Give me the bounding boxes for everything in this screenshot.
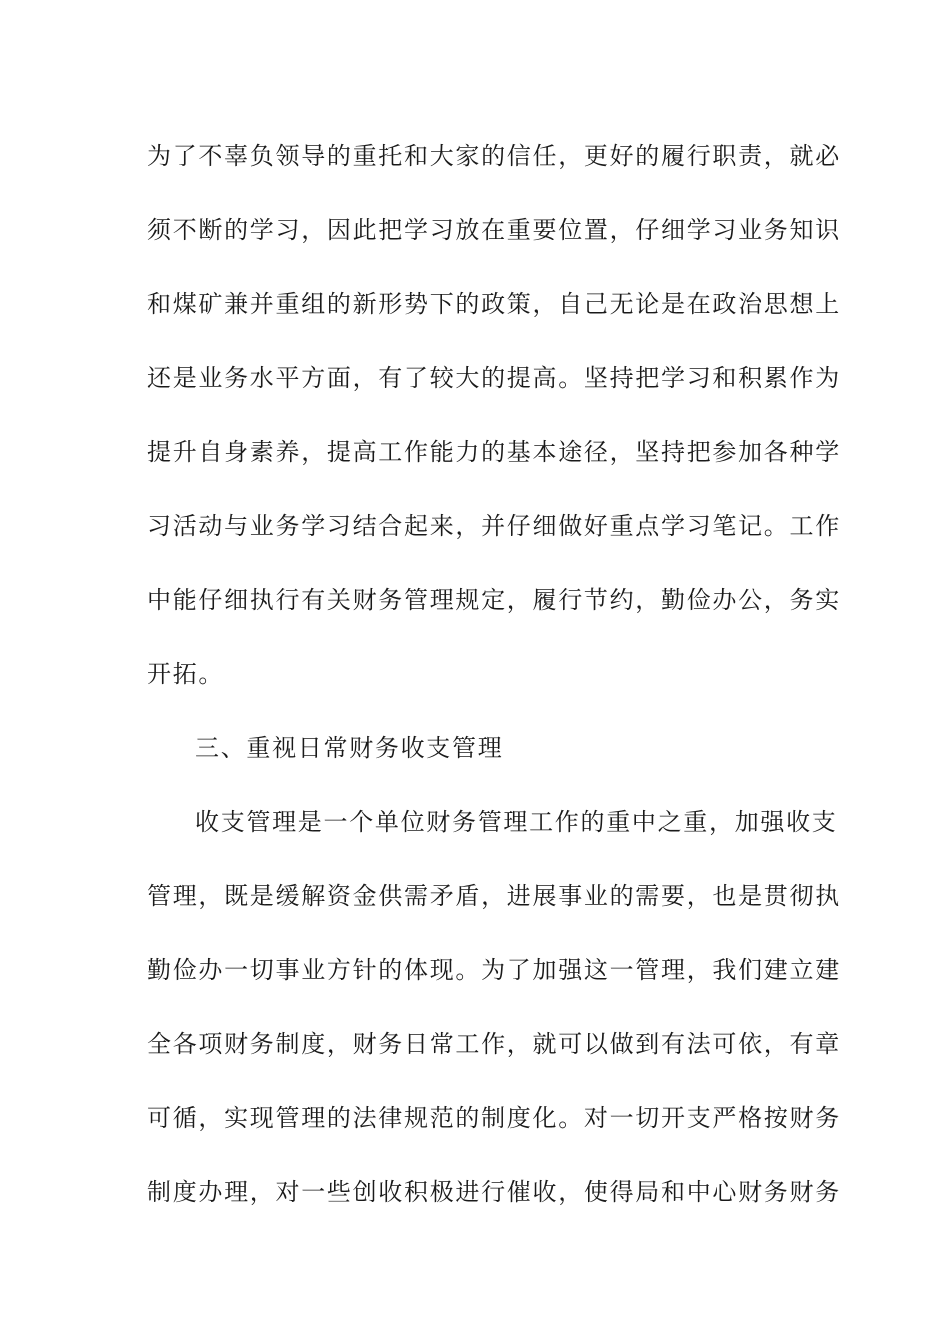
paragraph-line-5: 提升自身素养，提高工作能力的基本途径，坚持把参加各种学 bbox=[147, 438, 841, 466]
section-heading: 三、重视日常财务收支管理 bbox=[195, 734, 504, 762]
paragraph-line-14: 制度办理，对一些创收积极进行催收，使得局和中心财务财务 bbox=[147, 1178, 841, 1206]
paragraph-line-6: 习活动与业务学习结合起来，并仔细做好重点学习笔记。工作 bbox=[147, 512, 841, 540]
paragraph-line-10: 管理，既是缓解资金供需矛盾，进展事业的需要，也是贯彻执 bbox=[147, 882, 841, 910]
paragraph-line-1: 为了不辜负领导的重托和大家的信任，更好的履行职责，就必 bbox=[147, 142, 841, 170]
paragraph-line-11: 勤俭办一切事业方针的体现。为了加强这一管理，我们建立建 bbox=[147, 956, 841, 984]
paragraph-line-9: 收支管理是一个单位财务管理工作的重中之重，加强收支 bbox=[195, 808, 838, 836]
paragraph-line-8: 开拓。 bbox=[147, 660, 225, 688]
paragraph-line-2: 须不断的学习，因此把学习放在重要位置，仔细学习业务知识 bbox=[147, 216, 841, 244]
paragraph-line-4: 还是业务水平方面，有了较大的提高。坚持把学习和积累作为 bbox=[147, 364, 841, 392]
paragraph-line-13: 可循，实现管理的法律规范的制度化。对一切开支严格按财务 bbox=[147, 1104, 841, 1132]
paragraph-line-12: 全各项财务制度，财务日常工作，就可以做到有法可依，有章 bbox=[147, 1030, 841, 1058]
paragraph-line-3: 和煤矿兼并重组的新形势下的政策，自己无论是在政治思想上 bbox=[147, 290, 841, 318]
paragraph-line-7: 中能仔细执行有关财务管理规定，履行节约，勤俭办公，务实 bbox=[147, 586, 841, 614]
